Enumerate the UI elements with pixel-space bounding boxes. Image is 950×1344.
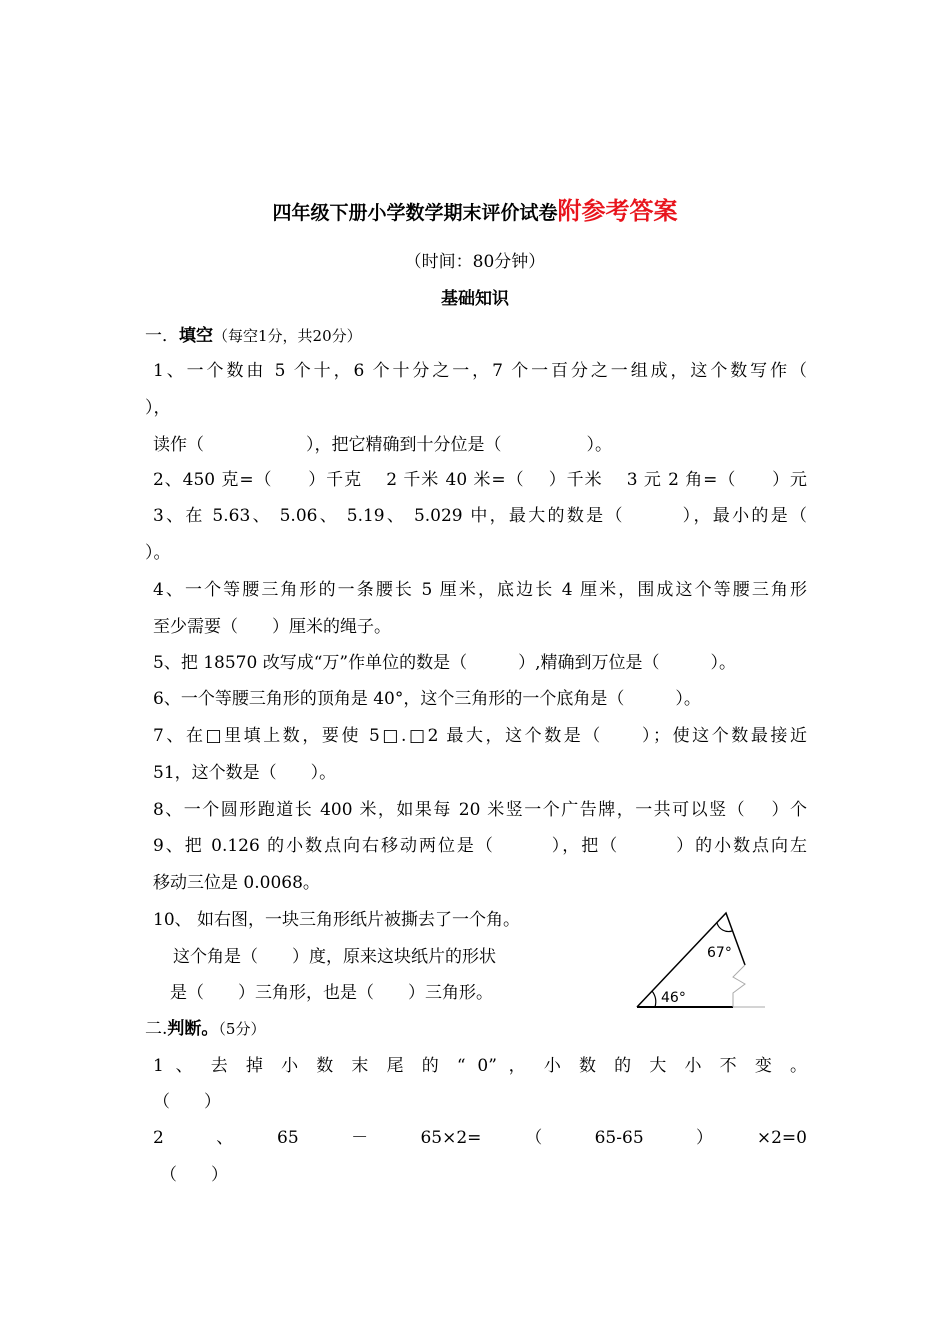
question-line: 10、 如右图，一块三角形纸片被撕去了一个角。 (153, 910, 521, 930)
judge-line: （ ） (153, 1092, 221, 1112)
judge-line: 1 、 去 掉 小 数 末 尾 的 “ 0” ， 小 数 的 大 小 不 变 。 (153, 1056, 807, 1076)
title-main: 四年级下册小学数学期末评价试卷 (272, 202, 558, 224)
part2-title: 判断。 (167, 1019, 219, 1039)
judge-line: （ ） (160, 1165, 228, 1185)
part1-note: （每空1分，共20分） (213, 327, 362, 345)
torn-triangle-figure (630, 905, 770, 1015)
part1-label: 一． (145, 326, 179, 346)
question-line: 51，这个数是（ ）。 (153, 763, 337, 783)
question-line: 移动三位是 0.0068。 (153, 873, 320, 893)
question-line: 是（ ）三角形，也是（ ）三角形。 (170, 983, 493, 1003)
angle-46-label: 46° (661, 990, 686, 1006)
question-line: 7、在□里填上数，要使 5□.□2 最大，这个数是（ ）；使这个数最接近 (153, 726, 807, 746)
part2-label: 二. (145, 1019, 168, 1039)
question-line: 至少需要（ ）厘米的绳子。 (153, 617, 391, 637)
part1-heading (145, 325, 362, 347)
question-line: 5、把 18570 改写成“万”作单位的数是（ ）,精确到万位是（ ）。 (153, 653, 736, 673)
part1-title: 填空 (179, 326, 213, 346)
exam-title (0, 197, 950, 225)
question-line: 2、450 克=（ ）千克 2 千米 40 米=（ ）千米 3 元 2 角=（ ）元 (153, 470, 807, 490)
angle-67-label: 67° (707, 945, 732, 961)
question-line: 8、一个圆形跑道长 400 米，如果每 20 米竖一个广告牌，一共可以竖（ ）个 (153, 800, 807, 820)
title-answer-note: 附参考答案 (557, 197, 678, 225)
part2-heading (145, 1018, 265, 1040)
section-heading: 基础知识 (441, 289, 509, 309)
question-line: ）， (145, 398, 171, 418)
question-line: ）。 (145, 543, 171, 563)
question-line: 这个角是（ ）度，原来这块纸片的形状 (173, 947, 496, 967)
question-line: 1、一个数由 5 个十，6 个十分之一，7 个一百分之一组成，这个数写作（ (153, 361, 807, 381)
question-line: 4、一个等腰三角形的一条腰长 5 厘米，底边长 4 厘米，围成这个等腰三角形 (153, 580, 807, 600)
time-limit: （时间：80分钟） (404, 252, 546, 272)
question-line: 读作（ ），把它精确到十分位是（ ）。 (153, 435, 612, 455)
judge-line: 2 、 65 － 65×2= （ 65-65 ） ×2=0 (153, 1128, 807, 1148)
question-line: 9、把 0.126 的小数点向右移动两位是（ ），把（ ）的小数点向左 (153, 836, 807, 856)
question-line: 3、在 5.63、 5.06、 5.19、 5.029 中，最大的数是（ ），最小的是（ (153, 506, 807, 526)
part2-note: （5分） (218, 1020, 266, 1038)
question-line: 6、一个等腰三角形的顶角是 40°，这个三角形的一个底角是（ ）。 (153, 689, 701, 709)
